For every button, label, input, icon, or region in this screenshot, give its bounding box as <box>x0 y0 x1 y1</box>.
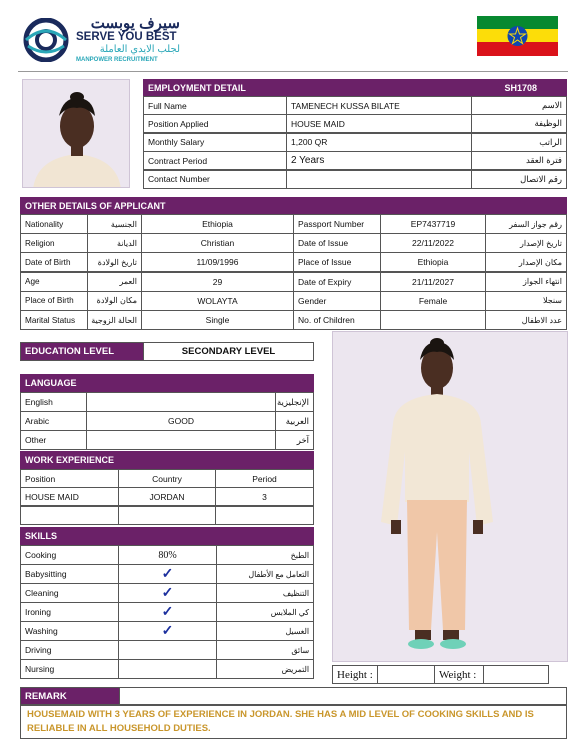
employment-label-ar: الاسم <box>471 96 567 115</box>
skill-level <box>118 640 217 660</box>
detail-label: Date of Issue <box>293 233 381 253</box>
employment-value: TAMENECH KUSSA BILATE <box>286 96 472 115</box>
detail-label: No. of Children <box>293 310 381 330</box>
skill-label-ar: التعامل مع الأطفال <box>216 564 314 584</box>
other-details-header: OTHER DETAILS OF APPLICANT <box>20 197 567 214</box>
skill-check-icon: ✓ <box>118 621 217 641</box>
logo-emblem-icon <box>22 18 70 62</box>
detail-value: 11/09/1996 <box>141 252 294 272</box>
weight-value <box>483 665 549 684</box>
brand-name-en: SERVE YOU BEST <box>76 31 177 43</box>
detail-value: Single <box>141 310 294 330</box>
skills-header: SKILLS <box>20 527 314 545</box>
detail-label: Gender <box>293 291 381 311</box>
employment-label: Position Applied <box>143 114 287 133</box>
detail-label-ar: الديانة <box>87 233 142 253</box>
detail-value: 21/11/2027 <box>380 272 486 292</box>
skill-check-icon: ✓ <box>118 564 217 584</box>
work-cell: 3 <box>215 487 314 506</box>
skill-label: Washing <box>20 621 119 641</box>
detail-label-ar: تاريخ الولادة <box>87 252 142 272</box>
skill-check-icon: ✓ <box>118 602 217 622</box>
employment-value: 2 Years <box>286 151 472 170</box>
detail-label: Place of Issue <box>293 252 381 272</box>
detail-label-ar: انتهاء الجواز <box>485 272 567 292</box>
skill-label: Babysitting <box>20 564 119 584</box>
skill-label-ar: الغسيل <box>216 621 314 641</box>
ethiopia-flag-icon <box>477 16 558 56</box>
work-experience-header: WORK EXPERIENCE <box>20 451 314 469</box>
employment-label-ar: رقم الاتصال <box>471 170 567 189</box>
work-cell <box>20 506 119 525</box>
work-cell <box>118 506 216 525</box>
remark-header: REMARK <box>20 687 120 705</box>
header-divider <box>18 71 568 72</box>
applicant-portrait-photo <box>22 79 130 188</box>
work-column-header: Country <box>118 469 216 488</box>
detail-value: Ethiopia <box>380 252 486 272</box>
brand-name-ar: سيرف يوبست <box>90 15 180 32</box>
applicant-full-body-photo <box>332 331 568 662</box>
language-level <box>86 430 276 450</box>
detail-label-ar: مكان الإصدار <box>485 252 567 272</box>
language-label-ar: العربية <box>275 411 314 431</box>
employment-label: Contract Period <box>143 151 287 170</box>
work-cell <box>215 506 314 525</box>
skill-label: Driving <box>20 640 119 660</box>
skill-level <box>118 659 217 679</box>
detail-value: WOLAYTA <box>141 291 294 311</box>
detail-label-ar: سنجلا <box>485 291 567 311</box>
height-label: Height : <box>332 665 378 684</box>
detail-label: Nationality <box>20 214 88 234</box>
weight-label: Weight : <box>434 665 484 684</box>
remark-text: HOUSEMAID WITH 3 YEARS OF EXPERIENCE IN JORDAN. SHE HAS A MID LEVEL OF COOKING SKILLS AND IS RELIABLE IN ALL HOUSEHOLD DUTIES. <box>20 705 567 739</box>
detail-label: Passport Number <box>293 214 381 234</box>
skill-level: 80% <box>118 545 217 565</box>
detail-label: Date of Birth <box>20 252 88 272</box>
work-column-header: Position <box>20 469 119 488</box>
reference-code: SH1708 <box>504 82 537 93</box>
employment-value <box>286 170 472 189</box>
language-label: Other <box>20 430 87 450</box>
language-label-ar: آخر <box>275 430 314 450</box>
brand-sub-en: MANPOWER RECRUITMENT <box>76 57 158 63</box>
detail-value: Ethiopia <box>141 214 294 234</box>
employment-label: Contact Number <box>143 170 287 189</box>
language-level <box>86 392 276 412</box>
detail-label-ar: تاريخ الإصدار <box>485 233 567 253</box>
skill-label-ar: سائق <box>216 640 314 660</box>
employment-label: Full Name <box>143 96 287 115</box>
brand-sub-ar: لجلب الايدي العاملة <box>99 44 180 55</box>
employment-label: Monthly Salary <box>143 133 287 152</box>
education-label: EDUCATION LEVEL <box>20 342 144 361</box>
skill-label: Cleaning <box>20 583 119 603</box>
portrait-figure-icon <box>23 80 130 188</box>
detail-value: EP7437719 <box>380 214 486 234</box>
detail-label-ar: العمر <box>87 272 142 292</box>
skill-check-icon: ✓ <box>118 583 217 603</box>
language-level: GOOD <box>86 411 276 431</box>
detail-value: Female <box>380 291 486 311</box>
detail-label: Marital Status <box>20 310 88 330</box>
detail-value: 29 <box>141 272 294 292</box>
skill-label: Nursing <box>20 659 119 679</box>
remark-header-line <box>119 687 567 705</box>
skill-label-ar: التنظيف <box>216 583 314 603</box>
employment-title: EMPLOYMENT DETAIL <box>148 82 246 93</box>
work-column-header: Period <box>215 469 314 488</box>
language-header: LANGUAGE <box>20 374 314 392</box>
employment-value: 1,200 QR <box>286 133 472 152</box>
company-logo <box>22 14 182 66</box>
detail-label-ar: رقم جواز السفر <box>485 214 567 234</box>
detail-value <box>380 310 486 330</box>
detail-label: Place of Birth <box>20 291 88 311</box>
education-value: SECONDARY LEVEL <box>143 342 314 361</box>
height-value <box>377 665 435 684</box>
detail-label: Date of Expiry <box>293 272 381 292</box>
employment-section-header <box>143 79 567 96</box>
skill-label: Ironing <box>20 602 119 622</box>
language-label-ar: الإنجليزية <box>275 392 314 412</box>
skill-label-ar: التمريض <box>216 659 314 679</box>
detail-label-ar: الجنسية <box>87 214 142 234</box>
skill-label: Cooking <box>20 545 119 565</box>
skill-label-ar: كي الملابس <box>216 602 314 622</box>
work-cell: HOUSE MAID <box>20 487 119 506</box>
language-label: English <box>20 392 87 412</box>
employment-label-ar: الراتب <box>471 133 567 152</box>
skill-label-ar: الطبخ <box>216 545 314 565</box>
detail-label: Age <box>20 272 88 292</box>
detail-label-ar: الحالة الزوجية <box>87 310 142 330</box>
detail-label-ar: عدد الاطفال <box>485 310 567 330</box>
employment-label-ar: الوظيفة <box>471 114 567 133</box>
work-cell: JORDAN <box>118 487 216 506</box>
full-body-figure-icon <box>333 332 568 662</box>
detail-value: Christian <box>141 233 294 253</box>
detail-value: 22/11/2022 <box>380 233 486 253</box>
detail-label-ar: مكان الولادة <box>87 291 142 311</box>
employment-value: HOUSE MAID <box>286 114 472 133</box>
language-label: Arabic <box>20 411 87 431</box>
employment-label-ar: فترة العقد <box>471 151 567 170</box>
detail-label: Religion <box>20 233 88 253</box>
